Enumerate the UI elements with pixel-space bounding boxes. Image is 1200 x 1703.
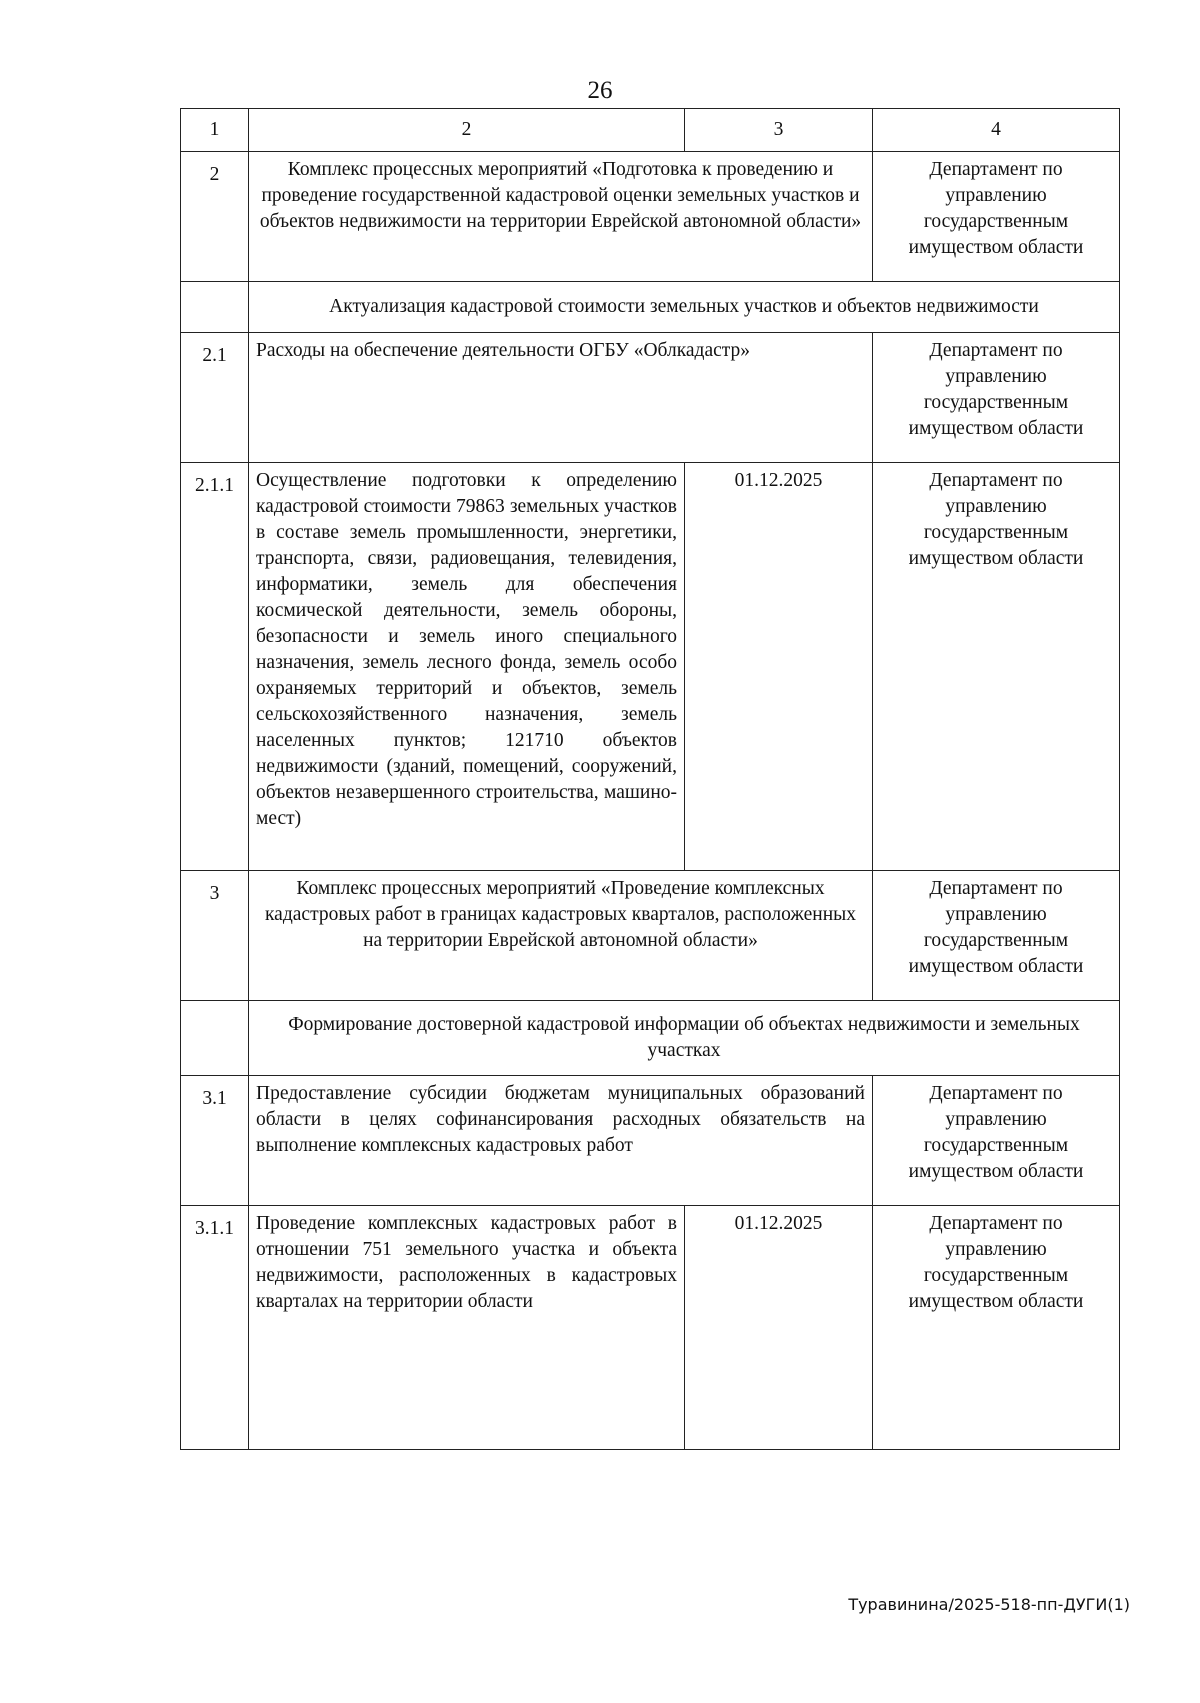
row-text: Комплекс процессных мероприятий «Подготовка к проведению и проведение государственной кадастровой оценки земельных участков и объектов недвижимости на территории Еврейской автономной области»: [249, 152, 873, 282]
table-row: [181, 152, 1120, 282]
row-department: Департамент по управлению государственным имуществом области: [873, 1206, 1120, 1450]
row-number: 3.1: [181, 1076, 249, 1206]
table-row: [181, 871, 1120, 1001]
row-department: Департамент по управлению государственным имуществом области: [873, 333, 1120, 463]
row-number: 2: [181, 152, 249, 282]
row-number-empty: [181, 1001, 249, 1076]
row-department: Департамент по управлению государственным имуществом области: [873, 1076, 1120, 1206]
header-col-1: 1: [181, 109, 249, 152]
measures-table: [180, 108, 1120, 1450]
row-subheading: Формирование достоверной кадастровой информации об объектах недвижимости и земельных участках: [249, 1001, 1120, 1076]
row-department: Департамент по управлению государственным имуществом области: [873, 152, 1120, 282]
row-text: Проведение комплексных кадастровых работ в отношении 751 земельного участка и объекта недвижимости, расположенных в кадастровых кварталах на территории области: [249, 1206, 685, 1450]
row-subheading: Актуализация кадастровой стоимости земельных участков и объектов недвижимости: [249, 282, 1120, 333]
header-col-2: 2: [249, 109, 685, 152]
header-col-4: 4: [873, 109, 1120, 152]
row-number: 3.1.1: [181, 1206, 249, 1450]
header-col-3: 3: [685, 109, 873, 152]
row-date: 01.12.2025: [685, 1206, 873, 1450]
document-reference-footer: Туравинина/2025-518-пп-ДУГИ(1): [848, 1595, 1130, 1614]
row-text: Расходы на обеспечение деятельности ОГБУ «Облкадастр»: [249, 333, 873, 463]
row-number-empty: [181, 282, 249, 333]
row-text: Осуществление подготовки к определению кадастровой стоимости 79863 земельных участков в составе земель промышленности, энергетики, транспорта, связи, радиовещания, телевидения, информатики, земель для обеспечения космической деятельности, земель обороны, безопасности и земель иного специального назначения, земель лесного фонда, земель особо охраняемых территорий и объектов, земель сельскохозяйственного назначения, земель населенных пунктов; 121710 объектов недвижимости (зданий, помещений, сооружений, объектов незавершенного строительства, машино-мест): [249, 463, 685, 871]
row-text: Предоставление субсидии бюджетам муниципальных образований области в целях софинансирования расходных обязательств на выполнение комплексных кадастровых работ: [249, 1076, 873, 1206]
row-number: 2.1.1: [181, 463, 249, 871]
table-subheading-row: [181, 1001, 1120, 1076]
table-row: [181, 463, 1120, 871]
table-row: [181, 333, 1120, 463]
row-date: 01.12.2025: [685, 463, 873, 871]
row-number: 3: [181, 871, 249, 1001]
table-row: [181, 1206, 1120, 1450]
row-number: 2.1: [181, 333, 249, 463]
row-department: Департамент по управлению государственным имуществом области: [873, 871, 1120, 1001]
row-text: Комплекс процессных мероприятий «Проведение комплексных кадастровых работ в границах кадастровых кварталов, расположенных на территории Еврейской автономной области»: [249, 871, 873, 1001]
row-department: Департамент по управлению государственным имуществом области: [873, 463, 1120, 871]
table-row: [181, 1076, 1120, 1206]
table-subheading-row: [181, 282, 1120, 333]
page-number: 26: [587, 77, 613, 104]
table-header-row: [181, 109, 1120, 152]
